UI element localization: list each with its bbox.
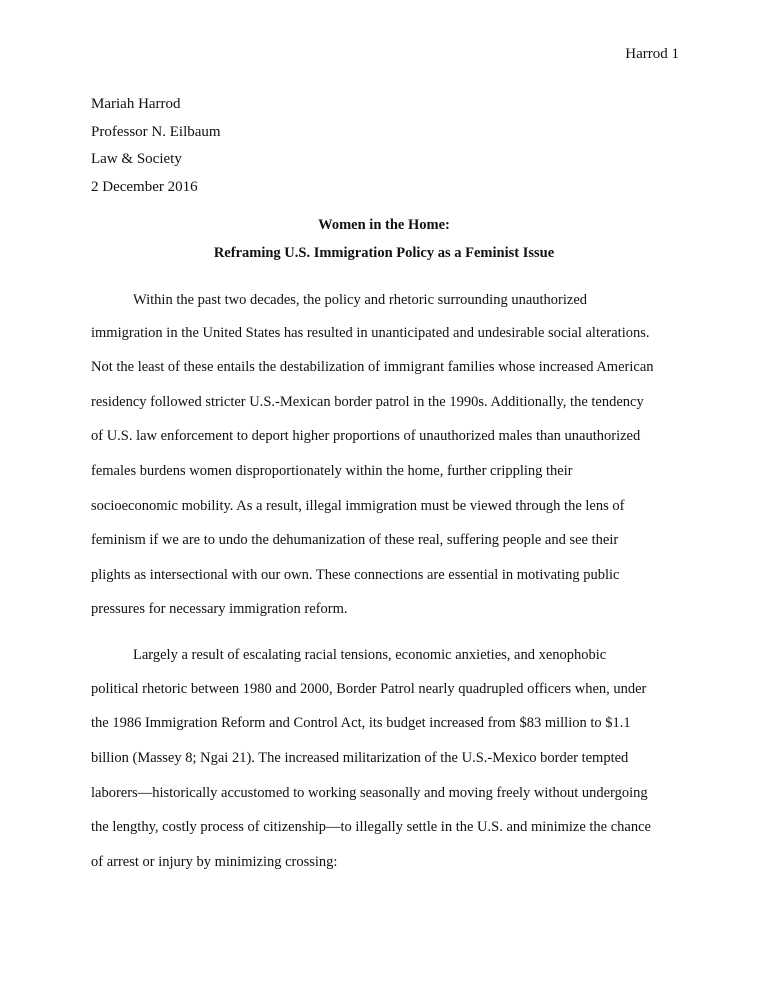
- body-line: immigration in the United States has resulted in unanticipated and undesirable social alterations.: [91, 325, 650, 341]
- body-line: of U.S. law enforcement to deport higher proportions of unauthorized males than unauthorized: [91, 428, 641, 444]
- mla-heading: [91, 91, 221, 201]
- body-line: feminism if we are to undo the dehumanization of these real, suffering people and see their: [91, 532, 619, 548]
- running-head: Harrod 1: [625, 46, 679, 62]
- author-name: Mariah Harrod: [91, 96, 181, 112]
- course-name: Law & Society: [91, 151, 182, 167]
- body-line: billion (Massey 8; Ngai 21). The increased militarization of the U.S.-Mexico border tempted: [91, 750, 629, 766]
- title-line-1: Women in the Home:: [318, 217, 450, 233]
- body-line: political rhetoric between 1980 and 2000, Border Patrol nearly quadrupled officers when, under: [91, 681, 647, 697]
- body-line: laborers—historically accustomed to working seasonally and moving freely without undergoing: [91, 785, 648, 801]
- instructor-name: Professor N. Eilbaum: [91, 123, 221, 140]
- body-line: the 1986 Immigration Reform and Control Act, its budget increased from $83 million to $1.1: [91, 715, 631, 731]
- body-line: pressures for necessary immigration reform.: [91, 601, 348, 617]
- body-line: the lengthy, costly process of citizenship—to illegally settle in the U.S. and minimize the chance: [91, 819, 651, 835]
- body-line: Largely a result of escalating racial tensions, economic anxieties, and xenophobic: [133, 647, 607, 663]
- body-line: Within the past two decades, the policy and rhetoric surrounding unauthorized: [133, 292, 588, 308]
- body-line: Not the least of these entails the destabilization of immigrant families whose increased American: [91, 359, 654, 375]
- body-line: plights as intersectional with our own. These connections are essential in motivating public: [91, 567, 620, 583]
- date: 2 December 2016: [91, 178, 198, 195]
- body-line: socioeconomic mobility. As a result, illegal immigration must be viewed through the lens of: [91, 498, 625, 514]
- body-line: residency followed stricter U.S.-Mexican border patrol in the 1990s. Additionally, the tendency: [91, 394, 644, 410]
- title-line-2: Reframing U.S. Immigration Policy as a Feminist Issue: [213, 245, 555, 261]
- body-line: of arrest or injury by minimizing crossing:: [91, 854, 338, 870]
- body-line: females burdens women disproportionately within the home, further crippling their: [91, 463, 573, 479]
